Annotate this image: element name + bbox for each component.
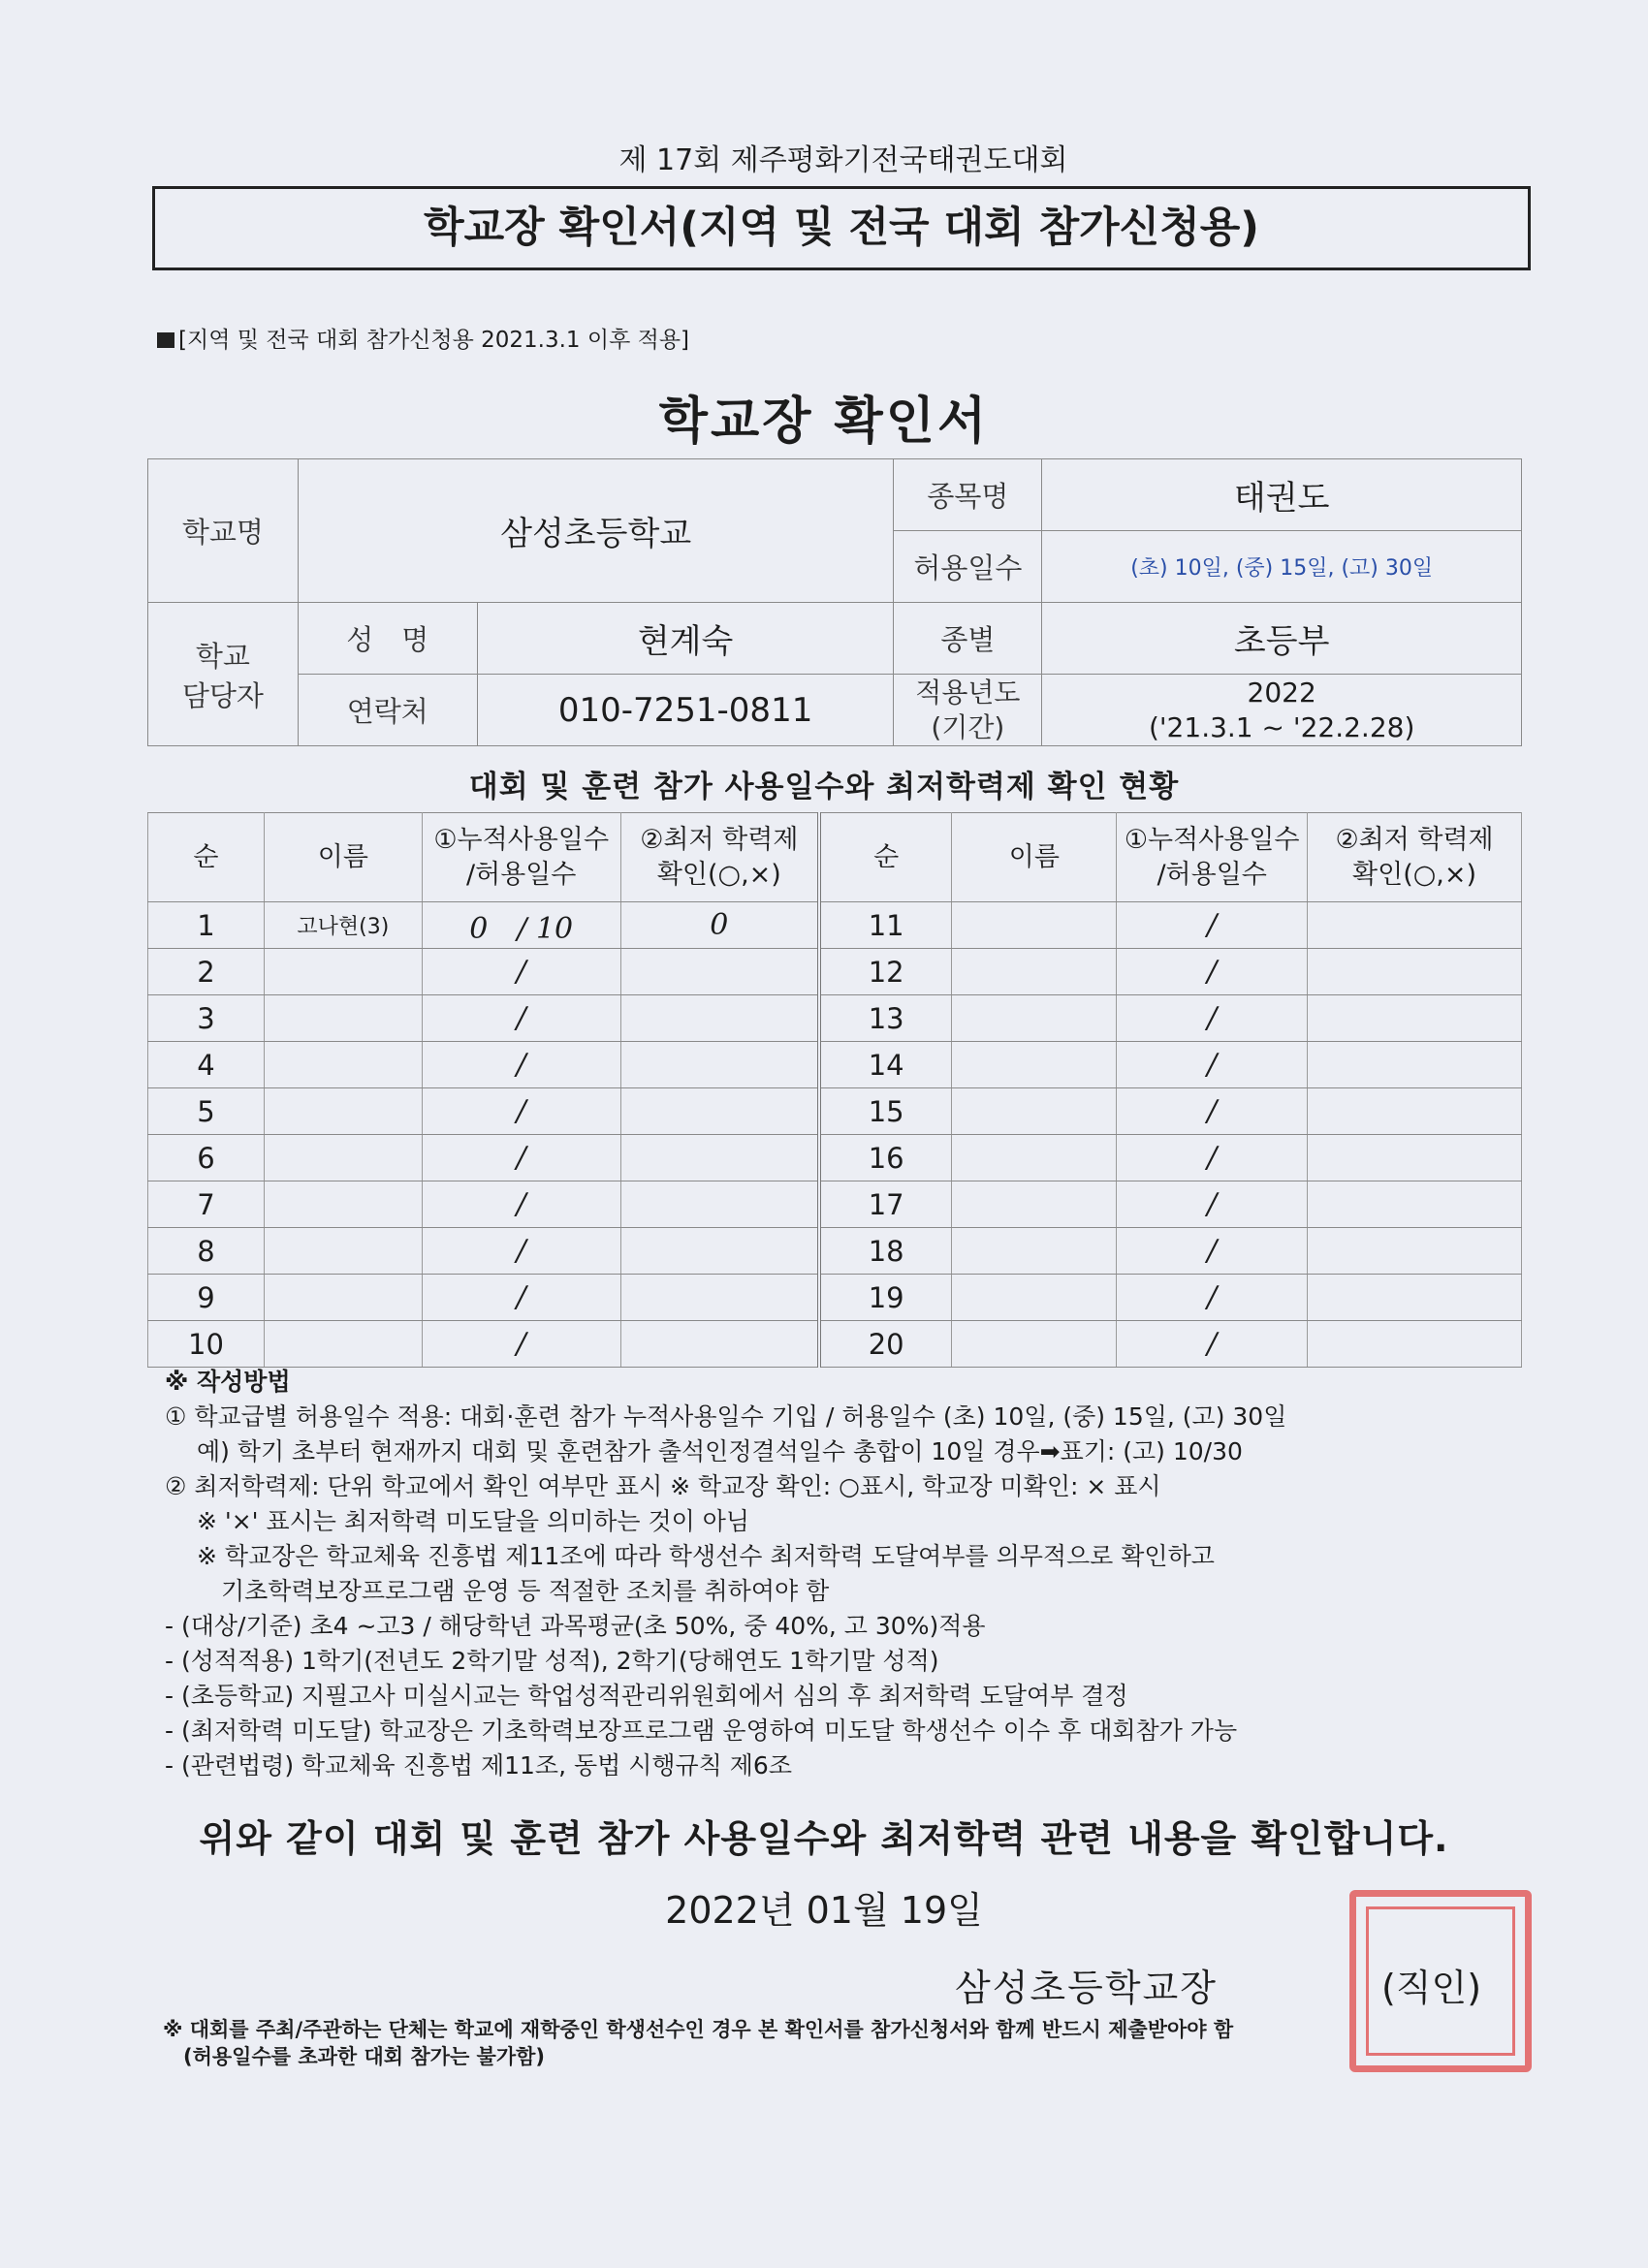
row-min-check — [1308, 902, 1522, 949]
instruction-line: - (최저학력 미도달) 학교장은 기초학력보장프로그램 운영하여 미도달 학생선수 이수 후 대회참가 가능 — [165, 1717, 1238, 1745]
row-days: / — [1117, 902, 1308, 949]
phone-label: 연락처 — [298, 675, 477, 746]
row-name — [264, 1228, 422, 1275]
row-min-check — [1308, 1088, 1522, 1135]
row-no: 7 — [148, 1181, 265, 1228]
row-no: 11 — [819, 902, 952, 949]
instruction-line: - (성적적용) 1학기(전년도 2학기말 성적), 2학기(당해연도 1학기말 성적) — [165, 1647, 939, 1675]
main-title: 학교장 확인서(지역 및 전국 대회 참가신청용) — [152, 186, 1531, 270]
row-days: / — [422, 1181, 620, 1228]
principal-name: 삼성초등학교장 — [955, 1967, 1218, 2009]
table-row — [148, 1228, 1522, 1275]
row-days: / — [1117, 995, 1308, 1042]
row-name — [952, 1088, 1117, 1135]
instruction-line: ※ '×' 표시는 최저학력 미도달을 의미하는 것이 아님 — [165, 1507, 750, 1535]
instruction-line: 기초학력보장프로그램 운영 등 적절한 조치를 취하여야 함 — [165, 1577, 830, 1605]
row-no: 15 — [819, 1088, 952, 1135]
row-name — [264, 1135, 422, 1181]
row-min-check — [1308, 1321, 1522, 1368]
contact-person-label: 학교 담당자 — [148, 603, 299, 746]
row-no: 18 — [819, 1228, 952, 1275]
col-min: ②최저 학력제 확인(○,×) — [620, 813, 819, 902]
row-no: 12 — [819, 949, 952, 995]
row-name — [952, 1321, 1117, 1368]
col-days: ①누적사용일수 /허용일수 — [422, 813, 620, 902]
row-name — [952, 1135, 1117, 1181]
row-min-check — [620, 1321, 819, 1368]
row-no: 5 — [148, 1088, 265, 1135]
row-name: 고나현(3) — [264, 902, 422, 949]
row-min-check — [1308, 1275, 1522, 1321]
table-row — [148, 1042, 1522, 1088]
row-days: / — [1117, 1042, 1308, 1088]
phone-value: 010-7251-0811 — [477, 675, 894, 746]
confirmation-statement: 위와 같이 대회 및 훈련 참가 사용일수와 최저학력 관련 내용을 확인합니다. — [199, 1817, 1449, 1860]
event-value: 태권도 — [1042, 459, 1522, 531]
row-days: / — [1117, 1228, 1308, 1275]
issue-date: 2022년 01월 19일 — [665, 1889, 983, 1932]
row-days: / — [422, 1321, 620, 1368]
year-label: 적용년도 (기간) — [894, 675, 1042, 746]
row-days: 0 / 10 — [422, 902, 620, 949]
row-min-check — [1308, 1181, 1522, 1228]
row-days: / — [1117, 1321, 1308, 1368]
year-value: 2022 ('21.3.1 ~ '22.2.28) — [1042, 675, 1522, 746]
row-no: 9 — [148, 1275, 265, 1321]
row-no: 4 — [148, 1042, 265, 1088]
row-days: / — [422, 1228, 620, 1275]
division-label: 종별 — [894, 603, 1042, 675]
name-label: 성 명 — [298, 603, 477, 675]
doc-title: 학교장 확인서 — [658, 393, 990, 451]
event-label: 종목명 — [894, 459, 1042, 531]
row-min-check — [620, 1042, 819, 1088]
row-name — [264, 995, 422, 1042]
col-no: 순 — [148, 813, 265, 902]
row-name — [952, 1228, 1117, 1275]
apply-note: [지역 및 전국 대회 참가신청용 2021.3.1 이후 적용] — [157, 322, 689, 354]
row-no: 2 — [148, 949, 265, 995]
instructions — [165, 1365, 1286, 1783]
row-name — [952, 1275, 1117, 1321]
table-row — [148, 1135, 1522, 1181]
row-days: / — [1117, 1088, 1308, 1135]
row-name — [952, 1042, 1117, 1088]
row-name — [264, 949, 422, 995]
row-no: 19 — [819, 1275, 952, 1321]
row-name — [264, 1181, 422, 1228]
row-name — [264, 1088, 422, 1135]
instruction-line: 예) 학기 초부터 현재까지 대회 및 훈련참가 출석인정결석일수 총합이 10일 경우➡표기: (고) 10/30 — [165, 1437, 1243, 1465]
row-name — [264, 1275, 422, 1321]
instruction-line: ① 학교급별 허용일수 적용: 대회·훈련 참가 누적사용일수 기입 / 허용일수 (초) 10일, (중) 15일, (고) 30일 — [165, 1402, 1287, 1431]
table-subtitle: 대회 및 훈련 참가 사용일수와 최저학력제 확인 현황 — [468, 770, 1180, 804]
row-min-check — [620, 1228, 819, 1275]
row-min-check — [1308, 995, 1522, 1042]
row-min-check — [1308, 949, 1522, 995]
row-no: 17 — [819, 1181, 952, 1228]
col-name: 이름 — [952, 813, 1117, 902]
table-row — [148, 902, 1522, 949]
athlete-table — [147, 812, 1522, 1368]
info-table — [147, 458, 1522, 746]
row-min-check — [620, 1135, 819, 1181]
event-title: 제 17회 제주평화기전국태권도대회 — [618, 143, 1068, 177]
table-row — [148, 1275, 1522, 1321]
row-days: / — [422, 1135, 620, 1181]
row-days: / — [422, 949, 620, 995]
row-days: / — [1117, 1275, 1308, 1321]
instruction-line: ※ 학교장은 학교체육 진흥법 제11조에 따라 학생선수 최저학력 도달여부를 의무적으로 확인하고 — [165, 1542, 1215, 1570]
row-days: / — [1117, 1135, 1308, 1181]
row-name — [952, 949, 1117, 995]
row-min-check — [1308, 1228, 1522, 1275]
row-name — [952, 902, 1117, 949]
row-no: 8 — [148, 1228, 265, 1275]
col-days: ①누적사용일수 /허용일수 — [1117, 813, 1308, 902]
row-no: 13 — [819, 995, 952, 1042]
row-name — [264, 1321, 422, 1368]
row-min-check — [620, 949, 819, 995]
instruction-line: - (초등학교) 지필고사 미실시교는 학업성적관리위원회에서 심의 후 최저학력 도달여부 결정 — [165, 1682, 1128, 1710]
row-min-check — [620, 1088, 819, 1135]
row-no: 14 — [819, 1042, 952, 1088]
col-min: ②최저 학력제 확인(○,×) — [1308, 813, 1522, 902]
table-row — [148, 1181, 1522, 1228]
col-name: 이름 — [264, 813, 422, 902]
row-name — [264, 1042, 422, 1088]
instruction-line: - (관련법령) 학교체육 진흥법 제11조, 동법 시행규칙 제6조 — [165, 1751, 792, 1780]
row-no: 1 — [148, 902, 265, 949]
footnote: ※ 대회를 주최/주관하는 단체는 학교에 재학중인 학생선수인 경우 본 확인서를 참가신청서와 함께 반드시 제출받아야 함 (허용일수를 초과한 대회 참가는 불가함) — [163, 2018, 1234, 2068]
row-no: 6 — [148, 1135, 265, 1181]
row-no: 10 — [148, 1321, 265, 1368]
row-min-check — [620, 1275, 819, 1321]
table-row — [148, 1088, 1522, 1135]
instruction-line: ② 최저학력제: 단위 학교에서 확인 여부만 표시 ※ 학교장 확인: ○표시, 학교장 미확인: × 표시 — [165, 1472, 1161, 1500]
row-days: / — [422, 1042, 620, 1088]
row-min-check — [620, 1181, 819, 1228]
table-row — [148, 995, 1522, 1042]
row-no: 20 — [819, 1321, 952, 1368]
row-min-check: 0 — [620, 902, 819, 949]
instructions-title: ※ 작성방법 — [165, 1368, 291, 1396]
col-no: 순 — [819, 813, 952, 902]
row-min-check — [1308, 1042, 1522, 1088]
row-min-check — [1308, 1135, 1522, 1181]
school-value: 삼성초등학교 — [298, 459, 894, 603]
row-days: / — [422, 1275, 620, 1321]
division-value: 초등부 — [1042, 603, 1522, 675]
row-min-check — [620, 995, 819, 1042]
row-days: / — [1117, 949, 1308, 995]
days-value: (초) 10일, (중) 15일, (고) 30일 — [1042, 531, 1522, 603]
row-days: / — [1117, 1181, 1308, 1228]
days-label: 허용일수 — [894, 531, 1042, 603]
row-name — [952, 1181, 1117, 1228]
row-days: / — [422, 1088, 620, 1135]
name-value: 현계숙 — [477, 603, 894, 675]
row-name — [952, 995, 1117, 1042]
instruction-line: - (대상/기준) 초4 ~고3 / 해당학년 과목평균(초 50%, 중 40%, 고 30%)적용 — [165, 1612, 986, 1640]
row-no: 3 — [148, 995, 265, 1042]
seal-label: (직인) — [1381, 1967, 1482, 2009]
row-no: 16 — [819, 1135, 952, 1181]
row-days: / — [422, 995, 620, 1042]
school-label: 학교명 — [148, 459, 299, 603]
table-row — [148, 1321, 1522, 1368]
table-row — [148, 949, 1522, 995]
square-bullet-icon — [157, 332, 174, 348]
